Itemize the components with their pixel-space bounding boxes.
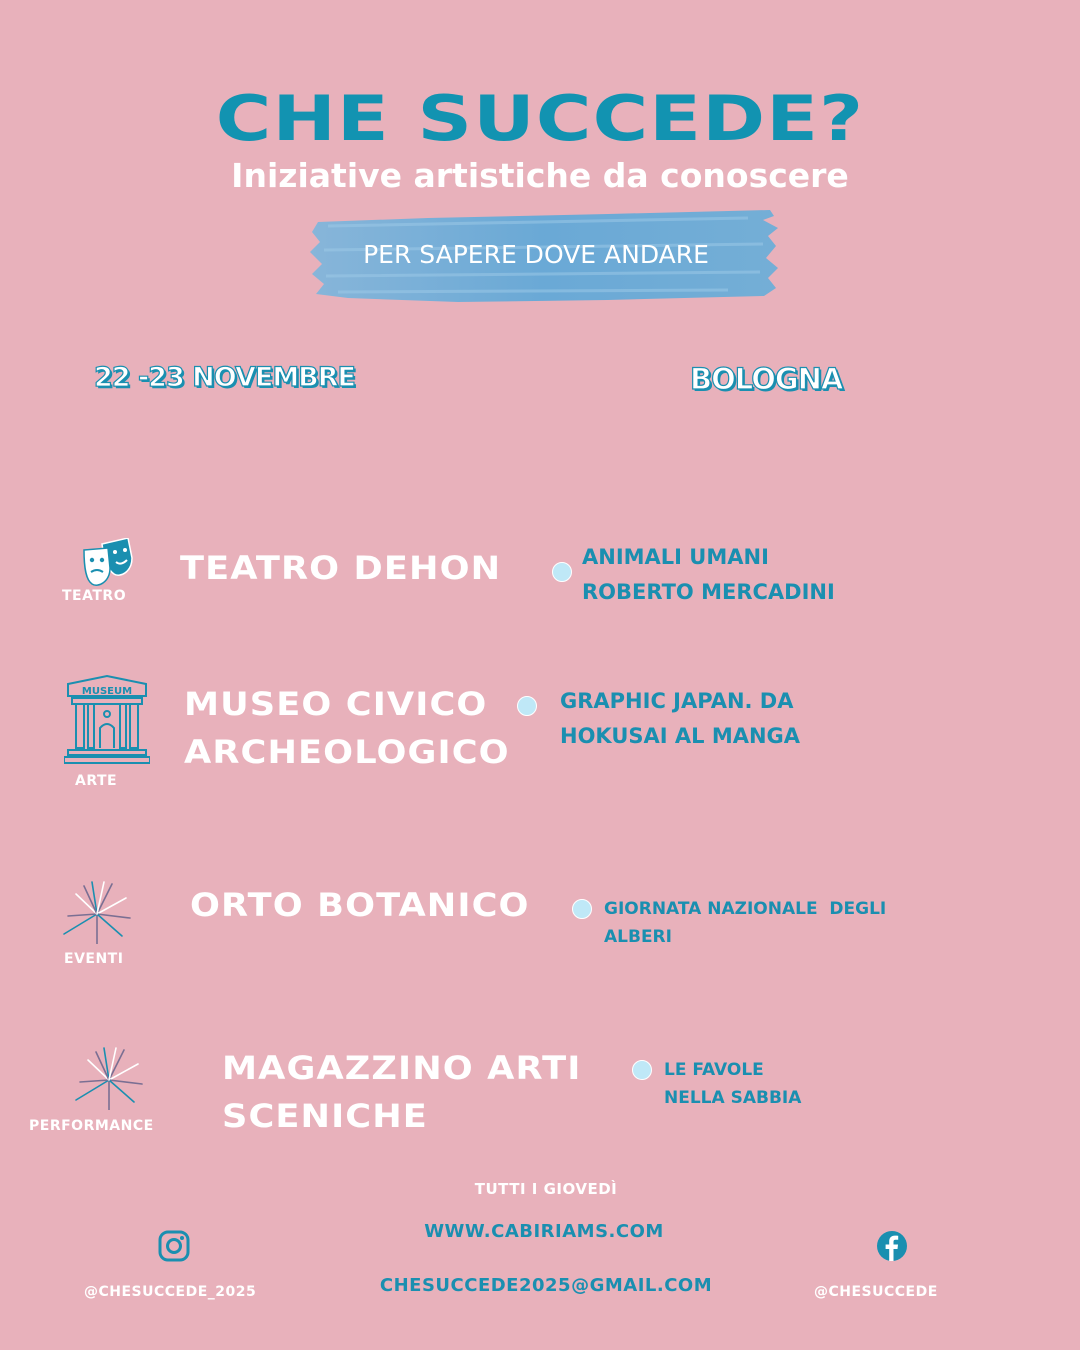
instagram-handle[interactable]: @CHESUCCEDE_2025	[84, 1284, 257, 1300]
event-date: 22 -23 NOVEMBRE	[94, 362, 355, 393]
event-line: ALBERI	[604, 927, 672, 947]
event-title-animali-umani	[582, 540, 835, 610]
theater-masks-icon	[80, 538, 134, 588]
schedule-text: TUTTI I GIOVEDÌ	[474, 1180, 618, 1198]
facebook-handle[interactable]: @CHESUCCEDE	[814, 1284, 938, 1300]
venue-name-magazzino-arti-sceniche	[222, 1044, 581, 1140]
venue-line: ARCHEOLOGICO	[184, 733, 510, 771]
event-title-favole-sabbia	[664, 1056, 801, 1112]
page-title: CHE SUCCEDE?	[215, 82, 865, 155]
category-label-performance: PERFORMANCE	[29, 1118, 154, 1134]
venue-name-museo-civico	[184, 680, 510, 776]
event-line: ROBERTO MERCADINI	[582, 580, 835, 604]
category-label-eventi: EVENTI	[64, 951, 124, 967]
museum-icon-text: MUSEUM	[81, 686, 133, 697]
venue-name-orto-botanico	[190, 881, 530, 929]
venue-line: SCENICHE	[222, 1097, 428, 1135]
category-label-arte: ARTE	[75, 773, 118, 789]
venue-line: TEATRO DEHON	[180, 549, 502, 587]
venue-line: MAGAZZINO ARTI	[222, 1049, 582, 1087]
event-line: ANIMALI UMANI	[582, 545, 769, 569]
tagline: PER SAPERE DOVE ANDARE	[363, 240, 709, 269]
event-line: GRAPHIC JAPAN. DA	[560, 689, 794, 713]
venue-name-teatro-dehon	[180, 544, 501, 592]
email-link[interactable]: CHESUCCEDE2025@GMAIL.COM	[379, 1275, 713, 1296]
instagram-icon[interactable]	[158, 1230, 190, 1262]
bullet-dot	[517, 696, 537, 716]
event-line: LE FAVOLE	[664, 1060, 764, 1080]
event-title-graphic-japan	[560, 684, 800, 754]
fireworks-icon	[74, 1046, 144, 1110]
venue-line: MUSEO CIVICO	[184, 685, 488, 723]
bullet-dot	[632, 1060, 652, 1080]
page-subtitle: Iniziative artistiche da conoscere	[231, 156, 849, 195]
bullet-dot	[552, 562, 572, 582]
event-city: BOLOGNA	[690, 362, 843, 396]
museum-icon	[64, 674, 150, 766]
event-line: HOKUSAI AL MANGA	[560, 724, 801, 748]
venue-line: ORTO BOTANICO	[190, 886, 530, 924]
event-title-giornata-alberi	[604, 895, 886, 951]
event-line: GIORNATA NAZIONALE DEGLI	[604, 899, 887, 919]
facebook-icon[interactable]	[876, 1230, 908, 1262]
event-line: NELLA SABBIA	[664, 1088, 802, 1108]
category-label-teatro: TEATRO	[62, 588, 127, 604]
website-link[interactable]: WWW.CABIRIAMS.COM	[424, 1221, 664, 1242]
fireworks-icon	[62, 880, 132, 944]
bullet-dot	[572, 899, 592, 919]
